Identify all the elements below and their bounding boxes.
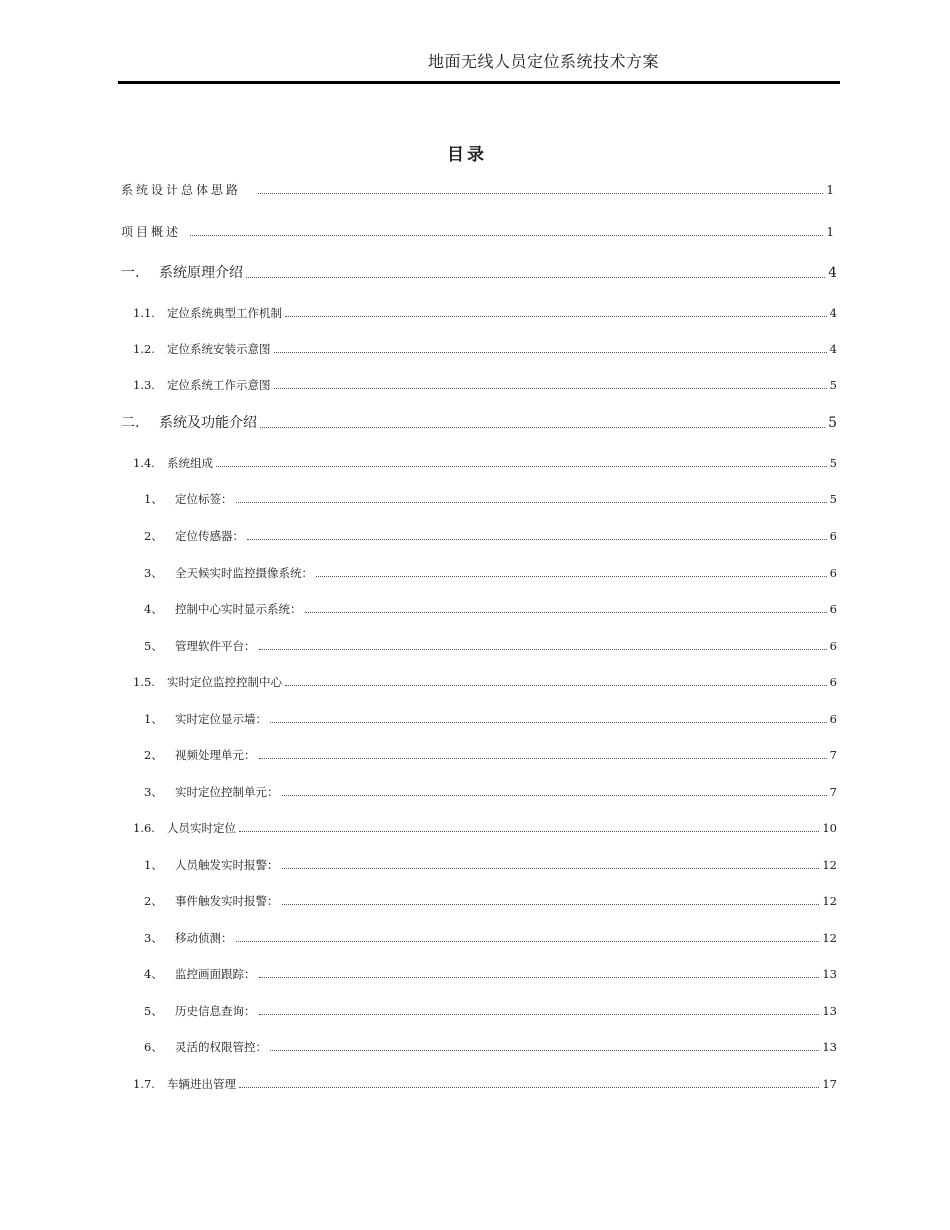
toc-entry[interactable]: [144, 893, 837, 909]
toc-entry[interactable]: [144, 1003, 837, 1019]
toc-entry-number: 5、: [144, 639, 163, 653]
toc-entry-text: 移动侦测：: [175, 931, 233, 945]
toc-entry[interactable]: [144, 966, 837, 982]
toc-entry-number: 1.3.: [133, 378, 155, 392]
toc-entry-number: 4、: [144, 967, 163, 981]
toc-entry[interactable]: [133, 341, 837, 357]
toc-entry-text: 项目概述: [121, 225, 182, 239]
toc-leader-dots: [259, 758, 827, 759]
toc-entry-page: 12: [822, 931, 837, 945]
toc-entry-number: 3、: [144, 785, 163, 799]
toc-entry-text: 控制中心实时显示系统：: [175, 602, 302, 616]
toc-leader-dots: [259, 977, 820, 978]
toc-leader-dots: [239, 831, 819, 832]
toc-entry-number: 1.2.: [133, 342, 155, 356]
toc-entry-page: 1: [826, 183, 837, 197]
toc-entry[interactable]: [133, 455, 837, 471]
toc-entry-page: 7: [829, 748, 837, 762]
toc-title: 目录: [447, 145, 487, 165]
toc-entry-text: 历史信息查询：: [175, 1004, 256, 1018]
toc-leader-dots: [259, 649, 827, 650]
toc-entry-number: 2、: [144, 529, 163, 543]
document-header-title: 地面无线人员定位系统技术方案: [428, 52, 660, 71]
toc-entry[interactable]: [144, 601, 837, 617]
toc-entry[interactable]: [144, 784, 837, 800]
toc-entry-text: 事件触发实时报警：: [175, 894, 279, 908]
toc-leader-dots: [282, 904, 820, 905]
toc-entry-page: 6: [829, 529, 837, 543]
toc-leader-dots: [274, 388, 827, 389]
toc-leader-dots: [316, 576, 827, 577]
toc-entry-page: 7: [829, 785, 837, 799]
toc-entry-number: 1.7.: [133, 1077, 155, 1091]
toc-entry-text: 管理软件平台：: [175, 639, 256, 653]
toc-entry-number: 二.: [121, 415, 140, 431]
toc-entry[interactable]: [144, 747, 837, 763]
toc-entry-page: 5: [829, 378, 837, 392]
toc-entry-text: 系统组成: [167, 456, 213, 470]
toc-entry-page: 6: [829, 639, 837, 653]
toc-entry-text: 视频处理单元：: [175, 748, 256, 762]
toc-entry[interactable]: [144, 528, 837, 544]
toc-entry[interactable]: [133, 305, 837, 321]
toc-entry-text: 定位系统工作示意图: [167, 378, 271, 392]
toc-entry[interactable]: [121, 223, 837, 240]
toc-entry-page: 5: [829, 456, 837, 470]
toc-entry-page: 13: [822, 967, 837, 981]
toc-leader-dots: [282, 795, 827, 796]
toc-entry-page: 4: [829, 342, 837, 356]
toc-entry-number: 2、: [144, 748, 163, 762]
toc-entry[interactable]: [121, 412, 837, 432]
toc-entry[interactable]: [133, 1076, 837, 1092]
toc-entry-text: 监控画面跟踪：: [175, 967, 256, 981]
toc-entry-page: 10: [822, 821, 837, 835]
toc-entry-text: 系统设计总体思路: [121, 183, 242, 197]
toc-entry[interactable]: [133, 674, 837, 690]
toc-entry-page: 6: [829, 566, 837, 580]
toc-entry-number: 4、: [144, 602, 163, 616]
toc-leader-dots: [274, 352, 827, 353]
toc-leader-dots: [190, 235, 823, 236]
toc-entry-page: 5: [828, 415, 837, 431]
toc-entry-page: 6: [829, 602, 837, 616]
toc-leader-dots: [246, 277, 825, 278]
toc-entry-number: 1.6.: [133, 821, 155, 835]
toc-entry-text: 人员触发实时报警：: [175, 858, 279, 872]
toc-leader-dots: [270, 722, 827, 723]
toc-entry-text: 人员实时定位: [167, 821, 236, 835]
toc-entry[interactable]: [144, 857, 837, 873]
toc-entry-text: 灵活的权限管控：: [175, 1040, 267, 1054]
toc-leader-dots: [236, 941, 820, 942]
toc-entry-text: 实时定位显示墙：: [175, 712, 267, 726]
toc-leader-dots: [258, 193, 823, 194]
toc-entry-number: 1、: [144, 712, 163, 726]
toc-leader-dots: [270, 1050, 819, 1051]
toc-leader-dots: [216, 466, 827, 467]
toc-entry-text: 全天候实时监控摄像系统：: [175, 566, 313, 580]
toc-leader-dots: [260, 427, 825, 428]
toc-leader-dots: [259, 1014, 820, 1015]
toc-leader-dots: [236, 502, 827, 503]
toc-entry[interactable]: [144, 565, 837, 581]
toc-entry-text: 定位标签：: [175, 492, 233, 506]
header-divider: [118, 81, 840, 84]
toc-leader-dots: [282, 868, 820, 869]
toc-entry-number: 1.1.: [133, 306, 155, 320]
toc-leader-dots: [285, 316, 827, 317]
toc-entry-text: 定位传感器：: [175, 529, 244, 543]
toc-entry-page: 12: [822, 894, 837, 908]
toc-entry-page: 4: [829, 306, 837, 320]
toc-entry[interactable]: [144, 711, 837, 727]
toc-entry-text: 定位系统典型工作机制: [167, 306, 282, 320]
toc-entry[interactable]: [144, 1039, 837, 1055]
toc-entry-number: 1.5.: [133, 675, 155, 689]
toc-entry-text: 系统原理介绍: [159, 265, 243, 281]
toc-entry-text: 实时定位控制单元：: [175, 785, 279, 799]
toc-entry-text: 实时定位监控控制中心: [167, 675, 282, 689]
toc-entry-page: 6: [829, 675, 837, 689]
toc-entry-number: 1.4.: [133, 456, 155, 470]
toc-entry-page: 1: [826, 225, 837, 239]
toc-entry-number: 1、: [144, 492, 163, 506]
toc-entry[interactable]: [144, 930, 837, 946]
toc-entry[interactable]: [144, 638, 837, 654]
toc-entry-text: 系统及功能介绍: [159, 415, 257, 431]
toc-entry[interactable]: [121, 181, 837, 198]
toc-entry-page: 13: [822, 1004, 837, 1018]
toc-entry-number: 3、: [144, 566, 163, 580]
toc-entry-number: 3、: [144, 931, 163, 945]
toc-entry-page: 5: [829, 492, 837, 506]
toc-leader-dots: [239, 1087, 819, 1088]
toc-entry-number: 一.: [121, 265, 140, 281]
toc-entry-text: 车辆进出管理: [167, 1077, 236, 1091]
toc-entry-number: 1、: [144, 858, 163, 872]
toc-leader-dots: [247, 539, 827, 540]
toc-leader-dots: [285, 685, 827, 686]
toc-entry-page: 4: [828, 265, 837, 281]
toc-entry-number: 6、: [144, 1040, 163, 1054]
toc-entry[interactable]: [133, 820, 837, 836]
toc-entry-text: 定位系统安装示意图: [167, 342, 271, 356]
toc-entry-number: 5、: [144, 1004, 163, 1018]
toc-leader-dots: [305, 612, 827, 613]
toc-entry-number: 2、: [144, 894, 163, 908]
toc-entry-page: 12: [822, 858, 837, 872]
toc-entry[interactable]: [133, 377, 837, 393]
toc-entry-page: 17: [822, 1077, 837, 1091]
toc-entry[interactable]: [144, 491, 837, 507]
toc-entry-page: 13: [822, 1040, 837, 1054]
toc-entry[interactable]: [121, 262, 837, 282]
toc-entry-page: 6: [829, 712, 837, 726]
